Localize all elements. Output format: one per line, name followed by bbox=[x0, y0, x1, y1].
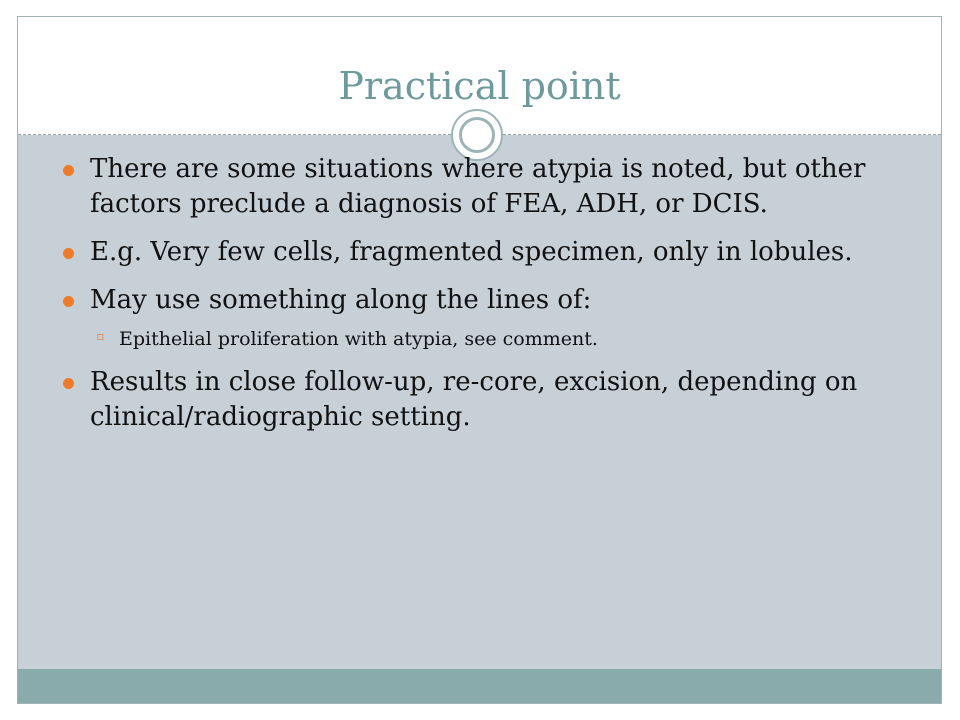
slide-title: Practical point bbox=[338, 64, 621, 108]
sub-bullet-text: Epithelial proliferation with atypia, see comment. bbox=[119, 328, 598, 350]
bullet-item bbox=[90, 283, 870, 318]
bullet-dot-icon bbox=[63, 248, 74, 259]
bullet-text: Results in close follow-up, re-core, excision, depending on clinical/radiographic setting. bbox=[90, 367, 858, 432]
footer-band bbox=[18, 669, 941, 703]
bullet-dot-icon bbox=[63, 296, 74, 307]
bullet-text: May use something along the lines of: bbox=[90, 285, 592, 315]
bullet-dot-icon bbox=[63, 165, 74, 176]
bullet-dot-icon bbox=[63, 378, 74, 389]
inner-circle bbox=[459, 117, 495, 153]
slide bbox=[17, 16, 942, 704]
slide-content bbox=[18, 152, 941, 448]
bullet-item bbox=[90, 152, 870, 222]
bullet-item bbox=[90, 235, 870, 270]
bullet-item bbox=[90, 365, 870, 435]
square-sub-bullet-icon: ⌑ bbox=[97, 331, 104, 346]
sub-bullet-item bbox=[97, 327, 879, 351]
bullet-text: There are some situations where atypia is noted, but other factors preclude a diagnosis of FEA, ADH, or DCIS. bbox=[90, 154, 866, 219]
bullet-text: E.g. Very few cells, fragmented specimen, only in lobules. bbox=[90, 237, 853, 267]
